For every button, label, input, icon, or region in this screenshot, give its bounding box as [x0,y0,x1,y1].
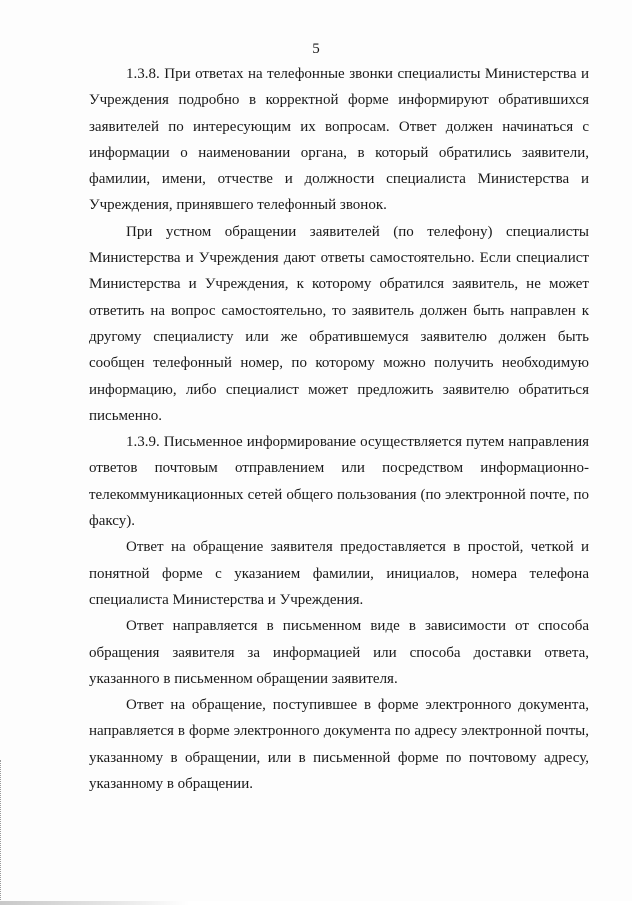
paragraph-1-3-9: 1.3.9. Письменное информирование осуществляется путем направления ответов почтовым отправлением или посредством информационно-телекоммуникационных сетей общего пользования (по электронной почте, по факсу). [89,434,589,530]
page-number: 5 [312,41,320,57]
paragraph-1-3-8: 1.3.8. При ответах на телефонные звонки специалисты Министерства и Учреждения подробно в корректной форме информируют обратившихся заявителей по интересующим их вопросам. Ответ должен начинаться с информации о наименовании органа, в который обратились заявители, фамилии, имени, отчестве и должности специалиста Министерства и Учреждения, принявшего телефонный звонок. [89,66,589,214]
paragraph-answer-form: Ответ на обращение заявителя предоставляется в простой, четкой и понятной форме с указанием фамилии, инициалов, номера телефона специалиста Министерства и Учреждения. [89,539,589,608]
document-body [89,61,589,797]
paragraph-written-answer: Ответ направляется в письменном виде в зависимости от способа обращения заявителя за информацией или способа доставки ответа, указанного в письменном обращении заявителя. [89,618,589,687]
paragraph-electronic-answer: Ответ на обращение, поступившее в форме электронного документа, направляется в форме электронного документа по адресу электронной почты, указанному в обращении, или в письменной форме по почтовому адресу, указанному в обращении. [89,697,589,793]
scan-edge-bottom [0,901,632,905]
paragraph-oral-inquiry: При устном обращении заявителей (по телефону) специалисты Министерства и Учреждения дают ответы самостоятельно. Если специалист Министерства и Учреждения, к которому обратился заявитель, не может ответить на вопрос самостоятельно, то заявитель должен быть направлен к другому специалисту или же обратившемуся заявителю должен быть сообщен телефонный номер, по которому можно получить необходимую информацию, либо специалист может предложить заявителю обратиться письменно. [89,223,589,424]
scan-edge-left [0,760,4,900]
